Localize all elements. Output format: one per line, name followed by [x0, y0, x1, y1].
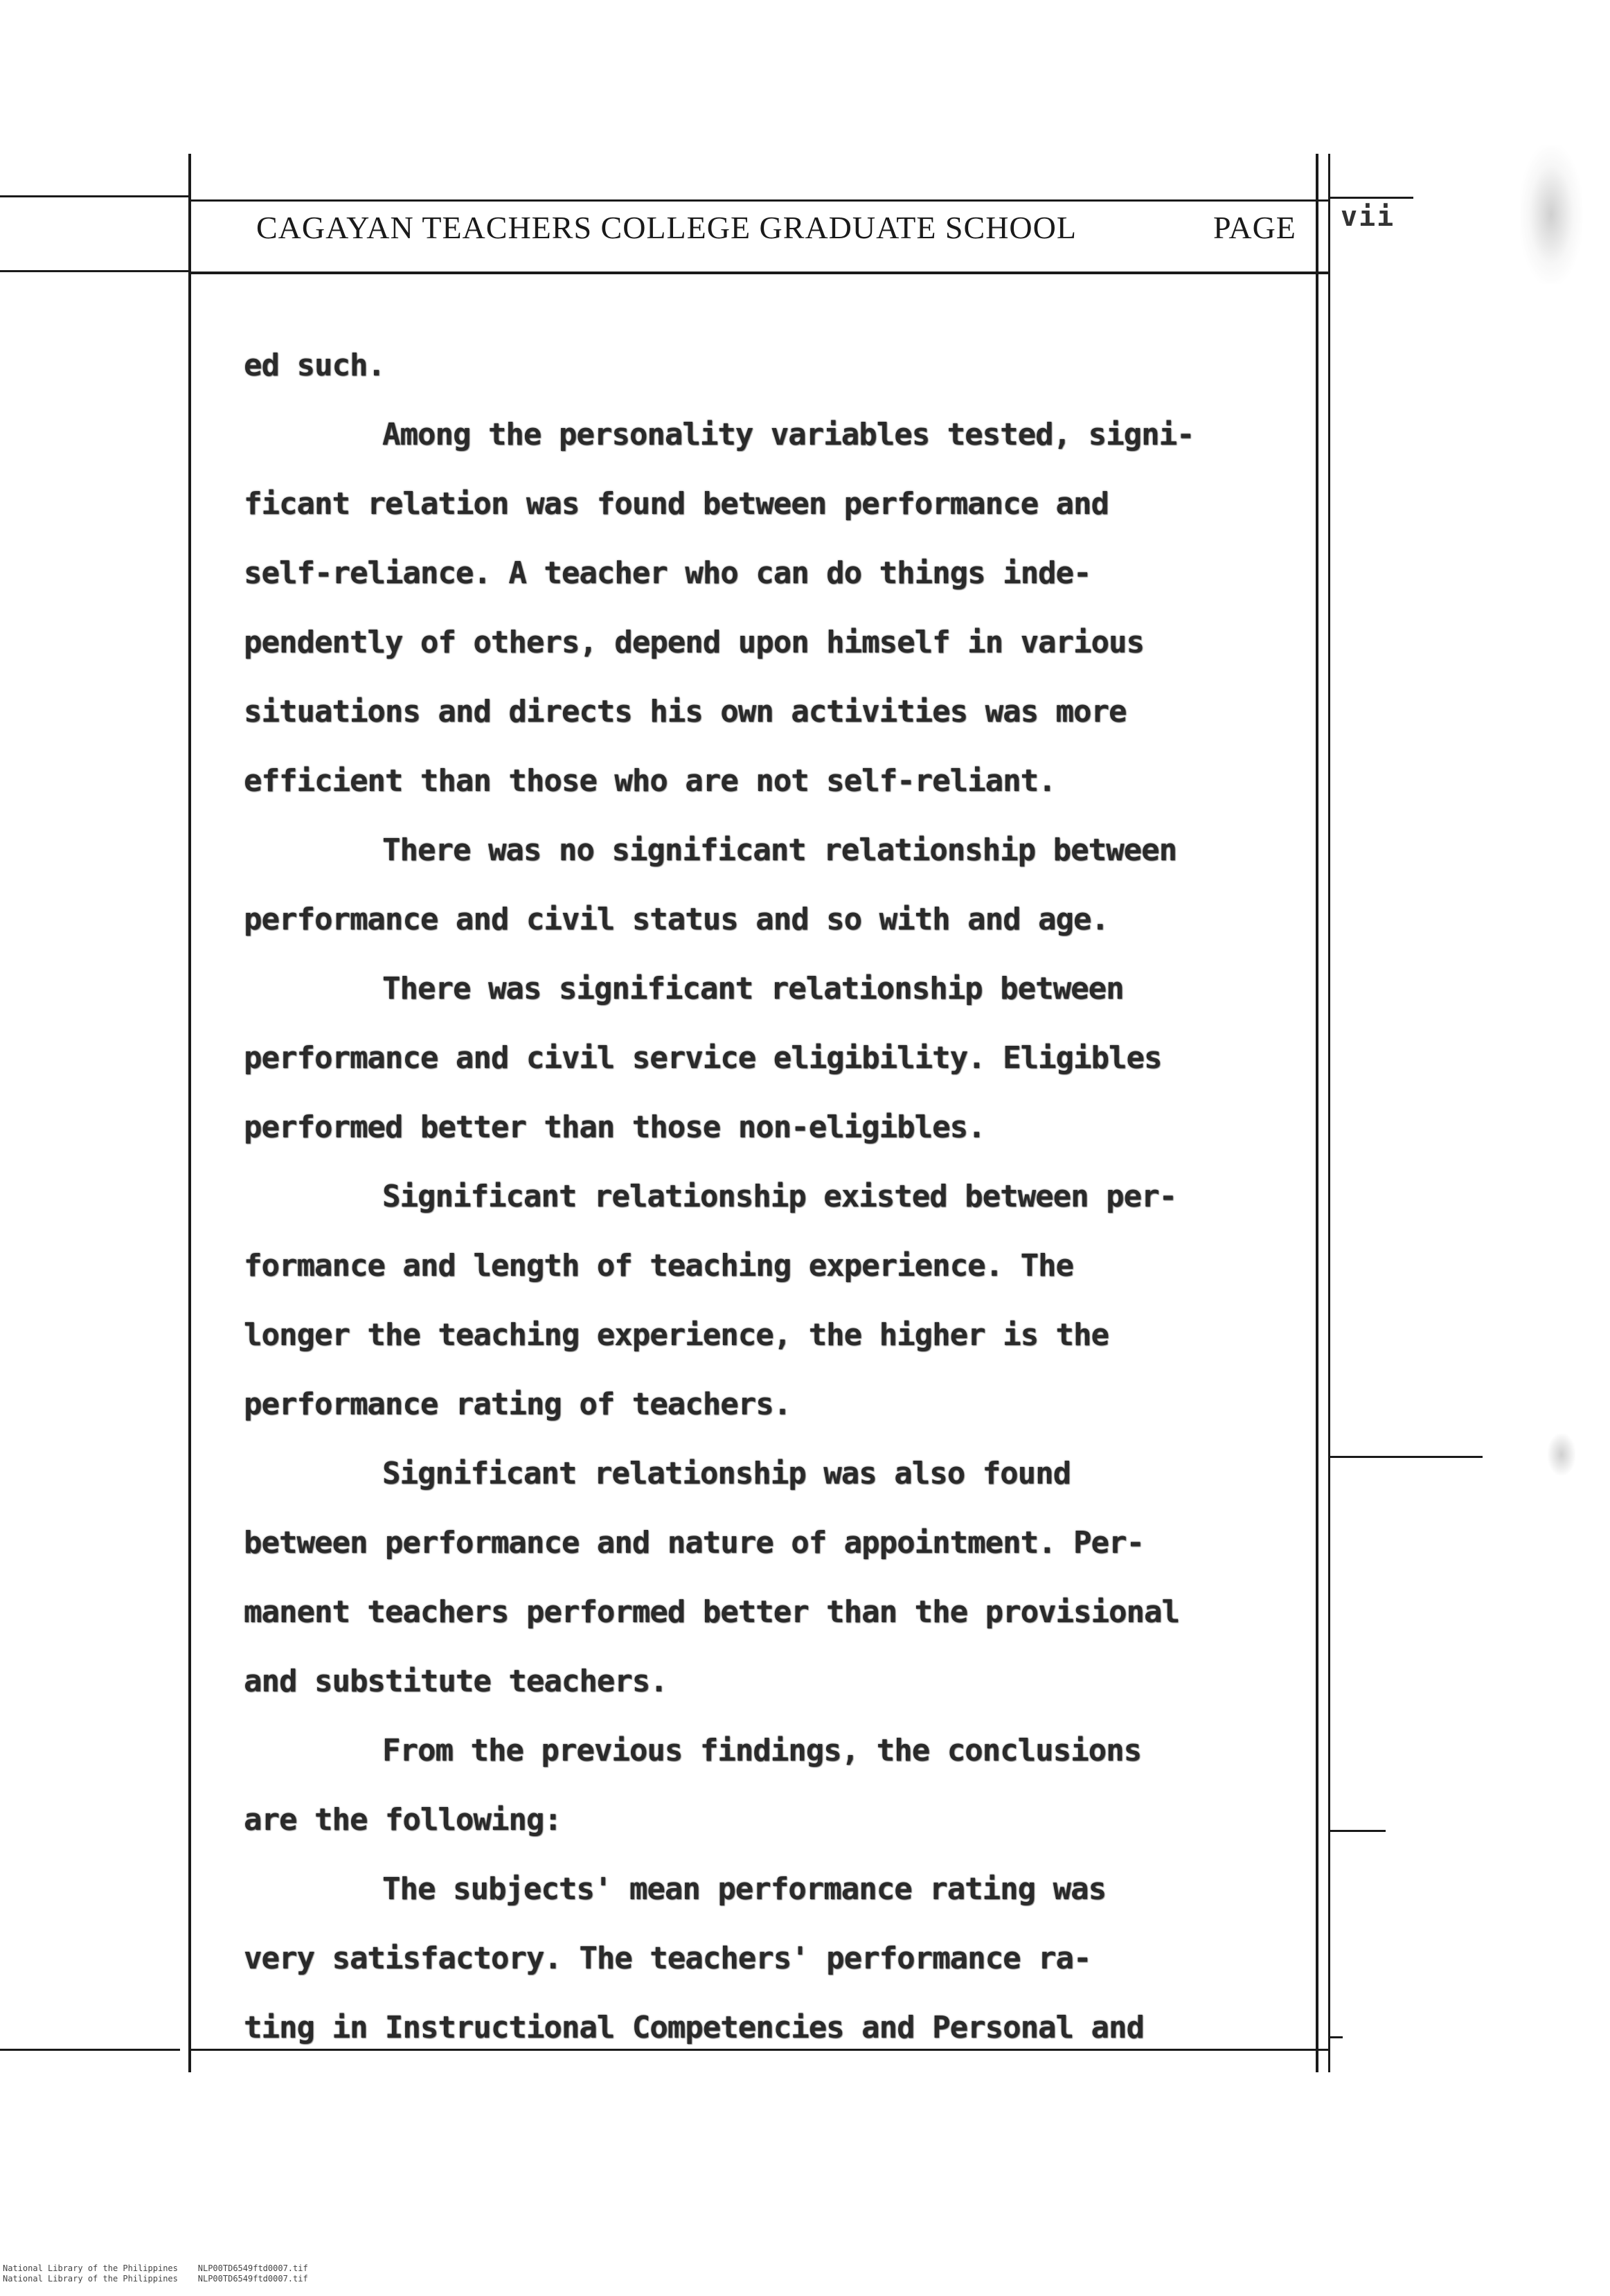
text-line: performed better than those non-eligibles.: [244, 1110, 985, 1145]
text-line: are the following:: [244, 1802, 562, 1837]
text-line: longer the teaching experience, the higher is the: [244, 1317, 1109, 1353]
scan-artifact: [1548, 1434, 1575, 1475]
text-line: performance rating of teachers.: [244, 1387, 791, 1422]
right-ledger-line: [1330, 2036, 1343, 2038]
text-line: very satisfactory. The teachers' performance ra-: [244, 1941, 1091, 1976]
page-number: vii: [1341, 201, 1395, 233]
text-line: formance and length of teaching experience. The: [244, 1248, 1074, 1283]
right-ledger-line: [1330, 1830, 1386, 1832]
text-line: situations and directs his own activities was more: [244, 694, 1127, 729]
left-margin-rule: [188, 154, 191, 2072]
left-ledger-line: [0, 270, 188, 272]
right-margin-rule-outer: [1328, 154, 1330, 2072]
archive-credit-line: National Library of the Philippines NLP00TD6549ftd0007.tif: [3, 2263, 308, 2273]
text-line: manent teachers performed better than the provisional: [244, 1594, 1179, 1630]
text-line: pendently of others, depend upon himself in various: [244, 625, 1145, 660]
text-line: ficant relation was found between performance and: [244, 486, 1109, 522]
text-line: and substitute teachers.: [244, 1664, 668, 1699]
text-line: Significant relationship was also found: [382, 1456, 1071, 1491]
text-line: Among the personality variables tested, signi-: [382, 417, 1195, 452]
right-ledger-line: [1330, 197, 1413, 199]
text-line: From the previous findings, the conclusions: [382, 1733, 1142, 1768]
text-line: There was no significant relationship between: [382, 833, 1177, 868]
text-line: ed such.: [244, 348, 385, 383]
text-line: There was significant relationship between: [382, 971, 1124, 1006]
right-ledger-line: [1330, 1456, 1483, 1458]
page-header-label: PAGE: [1213, 210, 1296, 245]
text-line: self-reliance. A teacher who can do things inde-: [244, 555, 1091, 591]
archive-credit-line: National Library of the Philippines NLP00TD6549ftd0007.tif: [3, 2274, 308, 2284]
right-margin-rule: [1316, 154, 1318, 2072]
header-top-rule: [191, 199, 1328, 202]
left-ledger-line: [0, 2049, 180, 2051]
text-line: performance and civil status and so with and age.: [244, 902, 1109, 937]
body-text: [244, 345, 1310, 2076]
header-bottom-rule: [191, 272, 1328, 274]
text-line: efficient than those who are not self-reliant.: [244, 763, 1056, 799]
text-line: ting in Instructional Competencies and Personal and: [244, 2010, 1145, 2045]
scan-artifact: [1520, 145, 1582, 284]
left-ledger-line: [0, 195, 188, 197]
text-line: Significant relationship existed between per-: [382, 1179, 1177, 1214]
archive-credit: [3, 2263, 308, 2284]
text-line: between performance and nature of appointment. Per-: [244, 1525, 1145, 1560]
page-header-title: CAGAYAN TEACHERS COLLEGE GRADUATE SCHOOL: [256, 210, 1077, 245]
text-line: performance and civil service eligibility. Eligibles: [244, 1040, 1162, 1076]
text-line: The subjects' mean performance rating was: [382, 1871, 1107, 1907]
